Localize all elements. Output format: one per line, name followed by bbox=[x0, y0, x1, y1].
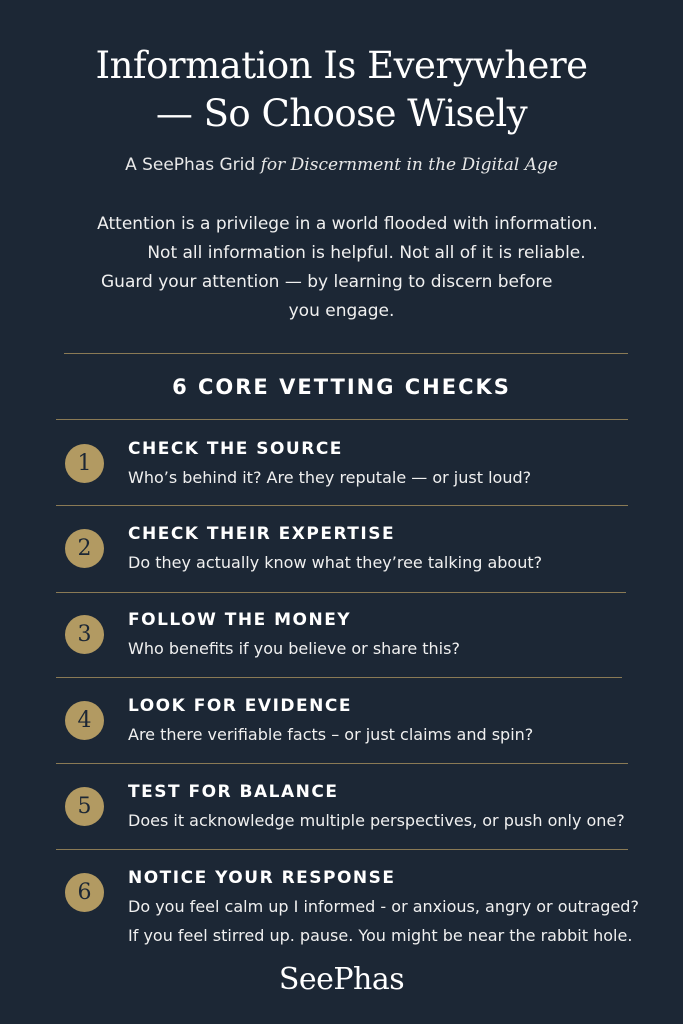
divider-5 bbox=[56, 849, 628, 850]
check-description: Who’s behind it? Are they reputale — or just loud? bbox=[128, 468, 532, 487]
number-badge: 6 bbox=[65, 873, 104, 912]
brand-logo-text: SeePhas bbox=[278, 962, 405, 997]
check-description: Are there verifiable facts – or just claims and spin? bbox=[128, 725, 534, 744]
check-description: Do they actually know what they’ree talking about? bbox=[128, 553, 543, 572]
divider-2 bbox=[56, 592, 626, 593]
divider-4 bbox=[56, 763, 628, 764]
number-badge: 5 bbox=[65, 787, 104, 826]
subtitle-italic: for Discernment in the Digital Age bbox=[260, 155, 558, 175]
divider-3 bbox=[56, 677, 622, 678]
check-title: LOOK FOR EVIDENCE bbox=[128, 696, 352, 716]
check-title: TEST FOR BALANCE bbox=[128, 782, 339, 802]
subtitle-plain: A SeePhas Grid bbox=[125, 155, 261, 175]
divider-heading bbox=[56, 419, 628, 420]
intro-line-1: Attention is a privilege in a world flooded with information. bbox=[97, 214, 598, 234]
page-title-line-2: — So Choose Wisely bbox=[155, 92, 528, 135]
number-badge: 3 bbox=[65, 615, 104, 654]
divider-top bbox=[64, 353, 628, 354]
page-subtitle bbox=[0, 155, 683, 175]
intro-line-4: you engage. bbox=[288, 301, 395, 321]
check-title: FOLLOW THE MONEY bbox=[128, 610, 352, 630]
check-description-2: If you feel stirred up. pause. You might be near the rabbit hole. bbox=[128, 926, 633, 945]
intro-line-3: Guard your attention — by learning to discern before bbox=[101, 272, 553, 292]
check-title: CHECK THE SOURCE bbox=[128, 439, 343, 459]
intro-line-2: Not all information is helpful. Not all of it is reliable. bbox=[147, 243, 586, 263]
check-description: Do you feel calm up I informed - or anxious, angry or outraged? bbox=[128, 897, 639, 916]
page-title-line-1: Information Is Everywhere bbox=[95, 44, 588, 87]
check-title: NOTICE YOUR RESPONSE bbox=[128, 868, 396, 888]
number-badge: 2 bbox=[65, 529, 104, 568]
section-heading: 6 CORE VETTING CHECKS bbox=[172, 375, 511, 399]
check-description: Does it acknowledge multiple perspectives, or push only one? bbox=[128, 811, 625, 830]
intro-paragraph bbox=[0, 210, 683, 326]
number-badge: 4 bbox=[65, 701, 104, 740]
page-title bbox=[0, 42, 683, 138]
number-badge: 1 bbox=[65, 444, 104, 483]
check-description: Who benefits if you believe or share this? bbox=[128, 639, 460, 658]
divider-1 bbox=[56, 505, 628, 506]
check-title: CHECK THEIR EXPERTISE bbox=[128, 524, 396, 544]
